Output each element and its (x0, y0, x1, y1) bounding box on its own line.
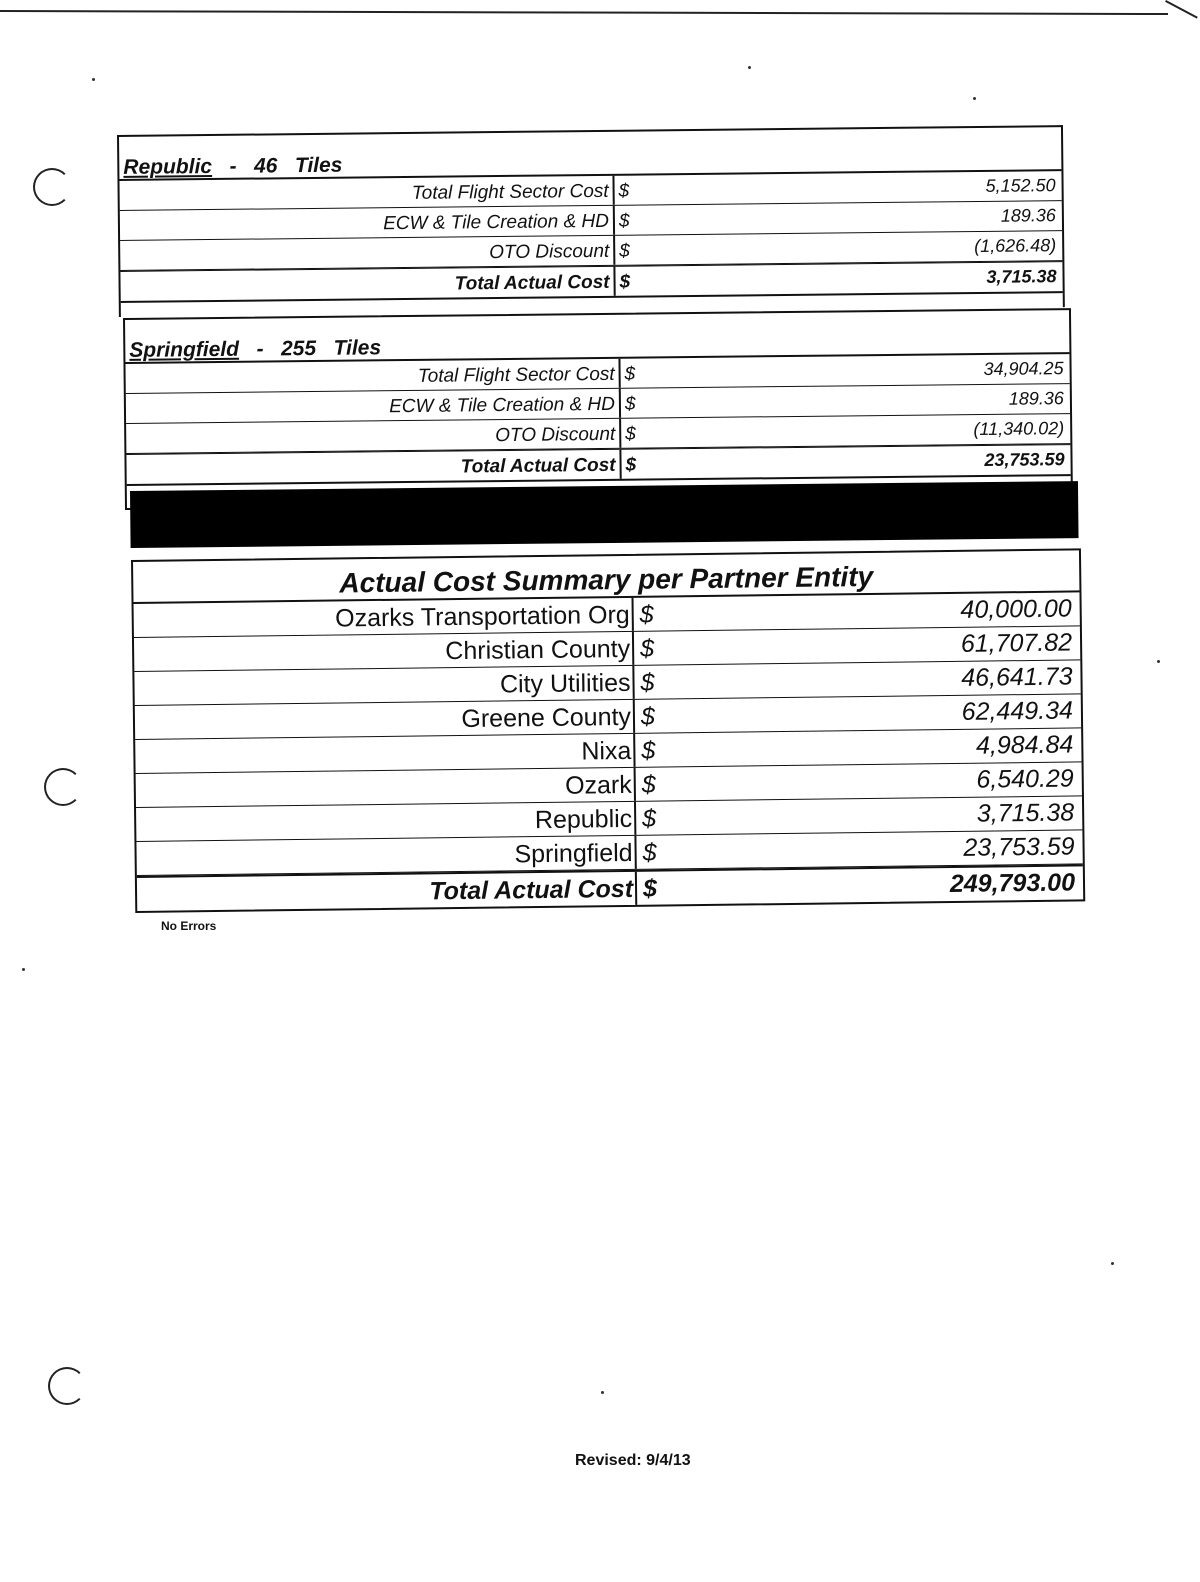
currency-symbol: $ (642, 874, 658, 903)
entity-value: 23,753.59 (963, 832, 1075, 862)
summary-frame (131, 548, 1085, 913)
scan-speck (1157, 660, 1160, 663)
punch-hole-middle (44, 768, 82, 806)
total-value: 249,793.00 (949, 868, 1076, 899)
entity-value: 6,540.29 (976, 764, 1074, 794)
section-frame (117, 125, 1065, 303)
cost-label: OTO Discount (120, 236, 615, 270)
currency-symbol: $ (619, 240, 630, 262)
currency-symbol: $ (625, 454, 637, 476)
scan-speck (92, 78, 95, 81)
total-value: 3,715.38 (986, 266, 1057, 287)
tile-count: 255 (280, 336, 317, 361)
entity-label: Greene County (135, 700, 635, 739)
cost-label: ECW & Tile Creation & HD (126, 389, 621, 423)
currency-symbol: $ (618, 180, 630, 202)
tiles-word: Tiles (294, 153, 343, 178)
cost-label: Total Flight Sector Cost (125, 359, 620, 393)
city-name: Republic (123, 155, 213, 179)
redaction-bar (130, 481, 1079, 548)
currency-symbol: $ (640, 702, 656, 731)
revised-date: Revised: 9/4/13 (575, 1452, 691, 1469)
punch-hole-bottom (48, 1367, 86, 1405)
cost-value: 5,152.50 (985, 175, 1056, 196)
total-label: Total Actual Cost (137, 872, 637, 911)
summary-title: Actual Cost Summary per Partner Entity (133, 550, 1079, 604)
tile-count: 46 (253, 154, 278, 178)
entity-value: 3,715.38 (976, 798, 1075, 828)
entity-label: Republic (136, 802, 636, 841)
currency-symbol: $ (642, 838, 657, 867)
cost-value: 34,904.25 (983, 358, 1064, 379)
cost-label: ECW & Tile Creation & HD (120, 206, 615, 240)
cost-value: (11,340.02) (973, 418, 1065, 440)
entity-label: Christian County (134, 632, 634, 671)
entity-label: Springfield (136, 836, 636, 875)
total-label: Total Actual Cost (126, 450, 621, 484)
currency-symbol: $ (642, 804, 657, 833)
entity-value: 61,707.82 (960, 628, 1073, 658)
republic-cost-table (117, 125, 1065, 317)
page-corner (1165, 0, 1198, 19)
entity-label: Ozarks Transportation Org (134, 598, 634, 637)
cost-value: 189.36 (1008, 388, 1064, 409)
total-label: Total Actual Cost (120, 267, 615, 301)
no-errors-note: No Errors (161, 919, 217, 933)
currency-symbol: $ (624, 363, 636, 385)
currency-symbol: $ (624, 393, 636, 415)
currency-symbol: $ (619, 271, 631, 293)
currency-symbol: $ (641, 770, 656, 799)
springfield-cost-table (123, 308, 1073, 510)
scan-speck (748, 66, 751, 69)
tiles-word: Tiles (333, 336, 382, 360)
entity-value: 46,641.73 (961, 662, 1073, 692)
scan-speck (22, 968, 25, 971)
scan-speck (1111, 1262, 1114, 1265)
summary-table (131, 548, 1085, 913)
entity-value: 40,000.00 (960, 594, 1072, 624)
cost-value: 189.36 (1000, 205, 1056, 226)
currency-symbol: $ (618, 210, 630, 232)
cost-value: (1,626.48) (974, 235, 1057, 257)
currency-symbol: $ (639, 600, 654, 629)
entity-label: Nixa (135, 734, 635, 773)
cost-label: Total Flight Sector Cost (119, 176, 614, 210)
entity-label: Ozark (136, 768, 636, 807)
currency-symbol: $ (641, 736, 656, 765)
heading-separator: - (229, 154, 237, 178)
city-name: Springfield (129, 337, 240, 362)
scan-speck (601, 1391, 604, 1394)
section-frame (123, 308, 1073, 510)
currency-symbol: $ (625, 423, 636, 445)
punch-hole-top (33, 168, 71, 206)
entity-value: 62,449.34 (961, 696, 1074, 726)
cost-label: OTO Discount (126, 419, 621, 453)
currency-symbol: $ (640, 668, 655, 697)
currency-symbol: $ (639, 634, 655, 663)
total-value: 23,753.59 (984, 449, 1065, 470)
heading-separator: - (256, 337, 264, 361)
entity-value: 4,984.84 (975, 730, 1074, 760)
entity-label: City Utilities (134, 666, 634, 705)
page-edge (0, 10, 1168, 15)
scan-speck (973, 97, 976, 100)
